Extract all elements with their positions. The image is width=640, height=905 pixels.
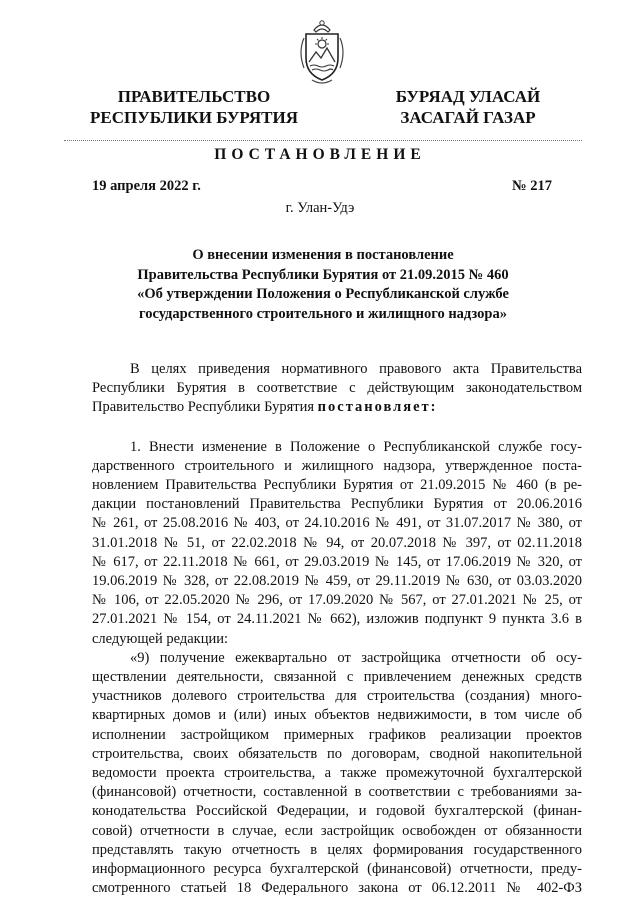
- org-name-bua: [378, 86, 558, 128]
- text-line: совой) отчетности в случае, если застройщик освобожден от обязанности: [92, 822, 582, 839]
- text-line: строительства, своих обязательств по договорам, сводной накопительной: [92, 745, 582, 762]
- text-line: представлять такую отчетность в целях формирования государственного: [92, 841, 582, 858]
- title-line: Правительства Республики Бурятия от 21.09.2015 № 460: [137, 266, 509, 283]
- text-line: № 261, от 25.08.2016 № 403, от 24.10.2016 № 491, от 31.07.2017 № 380, от: [92, 515, 582, 532]
- resolves-word: постановляет:: [317, 399, 438, 416]
- item-1-paragraph: [92, 438, 582, 899]
- text-line: исполнении застройщиком примерных графиков реализации проектов: [92, 726, 582, 743]
- document-type: ПОСТАНОВЛЕНИЕ: [214, 146, 426, 163]
- text-line: смотренного статьей 18 Федерального закона от 06.12.2011 № 402-ФЗ: [92, 880, 582, 897]
- coat-of-arms-icon: [292, 18, 352, 86]
- header-divider: [64, 140, 582, 141]
- text-line: ведомости проекта строительства, а также промежуточной бухгалтерской: [92, 765, 582, 782]
- document-title: [64, 246, 582, 324]
- text-line: Республики Бурятия в соответствие с действующим законодательством: [92, 380, 582, 397]
- preamble-paragraph: [92, 360, 582, 418]
- org-name-ru: [84, 86, 304, 128]
- document-body: [92, 360, 582, 898]
- title-line: «Об утверждении Положения о Республиканской службе: [137, 286, 509, 302]
- document-number: № 217: [512, 178, 552, 194]
- text-line: (финансовой) отчетности, составленной в соответствии с требованиями за-: [92, 784, 582, 801]
- title-line: О внесении изменения в постановление: [192, 247, 454, 263]
- text-line: следующей редакции:: [92, 630, 229, 647]
- text-line: [92, 398, 582, 417]
- text-line: ществлении деятельности, связанной с привлечением денежных средств: [92, 669, 582, 686]
- document-city: г. Улан-Удэ: [285, 200, 355, 216]
- text-line: 19.06.2019 № 328, от 22.08.2019 № 459, от 29.11.2019 № 630, от 03.03.2020: [92, 573, 582, 590]
- text-line: № 617, от 22.11.2018 № 661, от 29.03.2019 № 145, от 17.06.2019 № 320, от: [92, 553, 582, 570]
- org-name-ru-line-1: ПРАВИТЕЛЬСТВО: [117, 87, 271, 106]
- title-line: государственного строительного и жилищного надзора»: [138, 305, 507, 322]
- text-line: 31.01.2018 № 51, от 22.02.2018 № 94, от 20.07.2018 № 397, от 02.11.2018: [92, 534, 582, 551]
- org-name-bua-line-2: ЗАСАГАЙ ГАЗАР: [400, 108, 536, 127]
- document-date: 19 апреля 2022 г.: [92, 178, 201, 194]
- text-line: участников долевого строительства для строительства (создания) много-: [92, 688, 582, 705]
- preamble-last-text: Правительство Республики Бурятия: [92, 399, 318, 416]
- org-name-bua-line-1: БУРЯАД УЛАСАЙ: [395, 87, 541, 106]
- text-line: конодательства Российской Федерации, и годовой бухгалтерской (финан-: [92, 803, 582, 820]
- text-line: информационного ресурса бухгалтерской (финансовой) отчетности, преду-: [92, 861, 582, 878]
- text-line: «9) получение ежеквартально от застройщика отчетности об осу-: [130, 649, 582, 666]
- text-line: дарственного строительного и жилищного надзора, утвержденное поста-: [92, 457, 582, 474]
- text-line: новлением Правительства Республики Бурятия от 21.09.2015 № 460 (в ре-: [92, 477, 582, 494]
- text-line: 27.01.2021 № 154, от 24.11.2021 № 662), изложив подпункт 9 пункта 3.6 в: [92, 611, 582, 628]
- text-line: В целях приведения нормативного правового акта Правительства: [130, 361, 582, 377]
- org-name-ru-line-2: РЕСПУБЛИКИ БУРЯТИЯ: [90, 108, 298, 127]
- text-line: квартирных домов и (или) иных объектов недвижимости, в том числе об: [92, 707, 582, 724]
- text-line: № 106, от 22.05.2020 № 296, от 17.09.2020 № 567, от 27.01.2021 № 25, от: [92, 592, 582, 609]
- text-line: дакции постановлений Правительства Республики Бурятия от 20.06.2016: [92, 496, 582, 513]
- text-line: 1. Внести изменение в Положение о Республиканской службе госу-: [130, 438, 582, 455]
